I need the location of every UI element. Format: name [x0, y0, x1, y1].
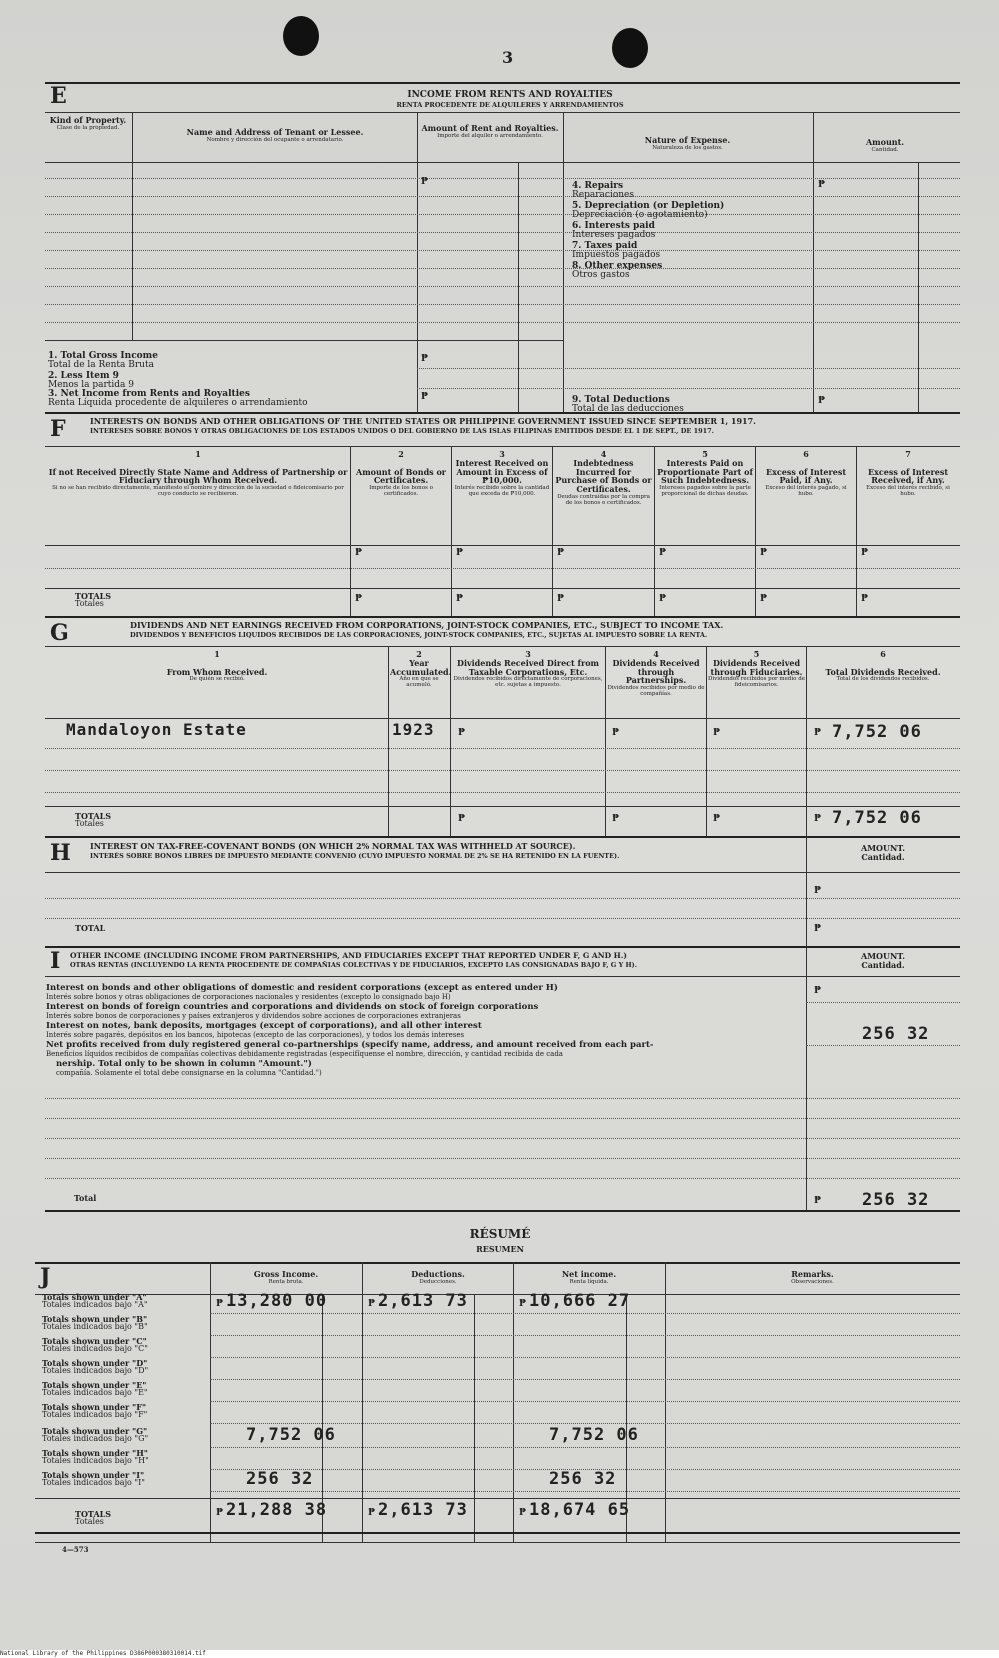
section-f-letter: F [50, 416, 66, 442]
i-line-notes-interest: Interest on notes, bank deposits, mortgages (except of corporations), and all other interest [46, 1021, 482, 1031]
f-col3-header: 3 Interest Received on Amount in Excess of ₱10,000. Interés recibido sobre la cantidad que exceda de ₱10,000. [454, 449, 550, 498]
i-line-domestic-interest: Interest on bonds and other obligations of domestic and resident corporations (except as entered under H) [46, 983, 558, 993]
f-col6-header: 6 Excess of Interest Paid, if Any. Exceso del interés pagado, si hubo. [765, 449, 847, 498]
g-row-year: 1923 [392, 720, 435, 739]
resume-row-label: Totals shown under "B" Totales indicados bajo "B" [42, 1314, 148, 1332]
form-code: 4—573 [62, 1545, 89, 1554]
g-col6-header: 6 Total Dividends Received. Total de los dividendos recibidos. [825, 649, 941, 683]
resume-row-label: Totals shown under "F" Totales indicados bajo "F" [42, 1402, 148, 1420]
resume-totals-label: TOTALS Totales [75, 1509, 112, 1527]
g-col1-header: 1 From Whom Received. De quién se recibió. [166, 649, 268, 683]
i-line-foreign-interest: Interest on bonds of foreign countries and corporations and dividends on stock of foreign corporations [46, 1002, 539, 1012]
h-amount-header: AMOUNT. Cantidad. [860, 843, 906, 862]
resume-title: RÉSUMÉ RESUMEN [469, 1227, 531, 1254]
resume-row-label: Totals shown under "E" Totales indicados bajo "E" [42, 1380, 148, 1398]
f-totals-label: TOTALS Totales [75, 591, 112, 609]
resume-row-net-value: 256 32 [549, 1469, 617, 1489]
page-number: 3 [502, 48, 514, 67]
expense-other: 8. Other expenses Otros gastos [572, 261, 663, 281]
col-expense-header: Nature of Expense. Naturaleza de los gastos. [644, 135, 731, 151]
g-col2-header: 2 Year Accumulated. Año en que se acumuló. [390, 649, 452, 689]
f-col7-header: 7 Excess of Interest Received, if Any. Exceso del interés recibido, si hubo. [866, 449, 950, 498]
e-line9-total-deductions: 9. Total Deductions Total de las deducciones [572, 395, 684, 415]
form-page: 3 E INCOME FROM RENTS AND ROYALTIES RENTA PROCEDENTE DE ALQUILERES Y ARRENDAMIENTOS Kind of Property. Clase de la propiedad. Name and Address of Tenant or Lessee. Nombre y dirección del ocupante o arrendatario. Amount of Rent and Royalties. Importe del alquiler o arrendamiento. Nature of Expense. Naturaleza de los gastos. Amount. Cantidad. ₱ ₱ 4. Repairs Reparaciones 5. Depreciation (or Depletion) Depreciación (o agotamiento) 6. Interests paid Intereses pagados 7. Taxes paid Impuestos pagados 8. Other expenses Otros gastos 1. Total Gross Income Total de la Renta Bruta 2. Less Item 9 Menos la partida 9 3. Net Income from Rents and Royalties Renta Líquida procedente de alquileres o arrendamiento ₱ ₱ 9. Total Deductions Total de las deducciones ₱ F INTERESTS ON BONDS AND OTHER OBLIGATIONS OF THE UNITED STATES OR PHILIPPINE GOVERNMENT ISSUED SINCE SEPTEMBER 1, 1917. INTERESES SOBRE BONOS Y OTRAS OBLIGACIONES DE LOS ESTADOS UNIDOS O DEL GOBIERNO DE LAS ISLAS FILIPINAS EMITIDOS DESDE EL 1 DE SEPT., DE 1917. 1 If not Received Directly State Name and Address of Partnership or Fiduciary through Whom Received. Si no se han recibido directamente, manifiesto el nombre y dirección de la sociedad o fideicomisario por cuyo conducto se recibieron. 2 Amount of Bonds or Certificates. Importe de los bonos o certificados. 3 Interest Received on Amount in Excess of ₱10,000. Interés recibido sobre la cantidad que exceda de ₱10,000. 4 Indebtedness Incurred for Purchase of Bonds or Certificates. Deudas contraídas por la compra de los bonos o certificados. 5 Interests Paid on Proportionate Part of Such Indebtedness. Intereses pagados sobre la parte proporcional de dichas deudas. 6 Excess of Interest Paid, if Any. Exceso del interés pagado, si hubo. 7 Excess of Interest Received, if Any. Exceso del interés recibido, si hubo. ₱ ₱ ₱ ₱ ₱ ₱ TOTALS Totales ₱ ₱ ₱ ₱ ₱ ₱ G DIVIDENDS AND NET EARNINGS RECEIVED FROM CORPORATIONS, JOINT-STOCK COMPANIES, ETC., SUBJECT TO INCOME TAX. DIVIDENDOS Y BENEFICIOS LIQUIDOS RECIBIDOS DE LAS CORPORACIONES, JOINT-STOCK COMPANIES, ETC., SUJETAS AL IMPUESTO SOBRE LA RENTA. 1 From Whom Received. De quién se recibió. 2 Year Accumulated. Año en que se acumuló. 3 Dividends Received Direct from Taxable Corporations, Etc. Dividendos recibidos directamente de corporaciones, etc. sujetas a impuesto. 4 Dividends Received through Partnerships. Dividendos recibidos por medio de compañías. 5 Dividends Received through Fiduciaries. Dividendos recibidos por medio de fideicomisarios. 6 Total Dividends Received. Total de los dividendos recibidos. Mandaloyon Estate 1923 ₱ ₱ ₱ ₱ 7,752 06 TOTALS Totales ₱ ₱ ₱ ₱ 7,752 06 H INTEREST ON TAX-FREE-COVENANT BONDS (ON WHICH 2% NORMAL TAX WAS WITHHELD AT SOURCE). INTERÉS SOBRE BONOS LIBRES DE IMPUESTO MEDIANTE CONVENIO (CUYO IMPUESTO NORMAL DE 2% SE HA RETENIDO EN LA FUENTE). AMOUNT. Cantidad. ₱ TOTAL ₱ I OTHER INCOME (INCLUDING INCOME FROM PARTNERSHIPS, AND FIDUCIARIES EXCEPT THAT REPORTED UNDER F, G AND H.) OTRAS RENTAS (INCLUYENDO LA RENTA PROCEDENTE DE COMPAÑIAS COLECTIVAS Y DE FIDUCIARIOS, EXCEPTO LAS CONSIGNADAS BAJO F, G Y H). AMOUNT. Cantidad. Interest on bonds and other obligations of domestic and resident corporations (except as entered under H) Interés sobre bonos y otras obligaciones de corporaciones nacionales y residentes (excepto lo consignado bajo H) Interest on bonds of foreign countries and corporations and dividends on stock of foreign corporations Interés sobre bonos de corporaciones y países extranjeros y dividendos sobre acciones de corporaciones extranjeras Interest on notes, bank deposits, mortgages (except of corporations), and all other interest Interés sobre pagarés, depósitos en los bancos, hipotecas (excepto de las corporaciones), y todos los demás intereses Net profits received from duly registered general co-partnerships (specify name, address, and amount received from each part- Beneficios líquidos recibidos de compañías colectivas debidamente registradas (especifíquense el nombre, dirección, y cantidad recibida de cada nership. Total only to be shown in column "Amount.") compañía. Solamente el total debe consignarse en la columna "Cantidad.") ₱ 256 32 Total ₱ 256 32 RÉSUMÉ RESUMEN J Gross Income. Renta bruta. Deductions. Deducciones. Net income. Renta líquida. Remarks. Observaciones. Totals shown under "A" Totales indicados bajo "A" ₱ 13,280 00 ₱ 2,613 73 ₱ 10,666 27 Totals shown under "B" Totales indicados bajo "B" Totals shown under "C" Totales indicados bajo "C" Totals shown under "D" Totales indicados bajo "D" Totals shown under "E" Totales indicados bajo "E" Totals shown under "F" Totales indicados bajo "F" Totals shown under "G" Totales indicados bajo "G" 7,752 06 7,752 06 Totals shown under "H" Totales indicados bajo "H" Totals shown under "I" Totales indicados bajo "I" 256 32 256 32 TOTALS Totales ₱ 21,288 38 ₱ 2,613 73 ₱ 18,674 65 4—573 National Library of the Philippines D386P000380310014.tif [0, 0, 999, 1658]
col-rent-header: Amount of Rent and Royalties. Importe del alquiler o arrendamiento. [421, 123, 559, 139]
i-line-partnerships: Net profits received from duly registered general co-partnerships (specify name, address, and amount received from each part- [46, 1040, 654, 1050]
punch-hole-right [612, 28, 648, 68]
g-col5-header: 5 Dividends Received through Fiduciaries. Dividendos recibidos por medio de fideicomisarios. [708, 649, 805, 689]
resume-row-ded-value: 2,613 73 [378, 1291, 468, 1311]
resume-total-net: 18,674 65 [529, 1500, 631, 1520]
expense-depreciation: 5. Depreciation (or Depletion) Depreciación (o agotamiento) [572, 201, 725, 221]
expense-taxes: 7. Taxes paid Impuestos pagados [572, 241, 661, 261]
resume-total-deductions: 2,613 73 [378, 1500, 468, 1520]
col-tenant-header: Name and Address of Tenant or Lessee. Nombre y dirección del ocupante o arrendatario. [186, 127, 364, 143]
e-line3-net-income: 3. Net Income from Rents and Royalties Renta Líquida procedente de alquileres o arrendamiento [48, 389, 308, 409]
i-line-foreign-interest-es: Interés sobre bonos de corporaciones y países extranjeros y dividendos sobre acciones de corporaciones extranjeras [46, 1012, 461, 1020]
i-line-partnerships-2-es: compañía. Solamente el total debe consignarse en la columna "Cantidad.") [56, 1069, 322, 1077]
section-e-title: INCOME FROM RENTS AND ROYALTIES RENTA PROCEDENTE DE ALQUILERES Y ARRENDAMIENTOS [396, 90, 624, 110]
col-kind-header: Kind of Property. Clase de la propiedad. [49, 115, 127, 131]
e-line2-less-item9: 2. Less Item 9 Menos la partida 9 [48, 371, 134, 391]
resume-net-header: Net income. Renta líquida. [561, 1269, 617, 1285]
resume-row-net-value: 7,752 06 [549, 1425, 639, 1445]
section-e-letter: E [50, 83, 67, 109]
col-amount-header: Amount. Cantidad. [865, 137, 905, 153]
i-total-label: Total [74, 1193, 97, 1203]
g-row-total: 7,752 06 [832, 722, 922, 742]
f-col1-header: 1 If not Received Directly State Name and Address of Partnership or Fiduciary through Whom Received. Si no se han recibido directamente, manifiesto el nombre y dirección de la sociedad o fideicomisario por cuyo conducto se recibieron. [48, 449, 348, 498]
h-total-label: TOTAL [75, 923, 106, 933]
i-line-domestic-interest-es: Interés sobre bonos y otras obligaciones de corporaciones nacionales y residentes (excepto lo consignado bajo H) [46, 993, 451, 1001]
section-f-title: INTERESTS ON BONDS AND OTHER OBLIGATIONS OF THE UNITED STATES OR PHILIPPINE GOVERNMENT ISSUED SINCE SEPTEMBER 1, 1917. INTERESES SOBRE BONOS Y OTRAS OBLIGACIONES DE LOS ESTADOS UNIDOS O DEL GOBIERNO DE LAS ISLAS FILIPINAS EMITIDOS DESDE EL 1 DE SEPT., DE 1917. [90, 416, 756, 436]
i-line-partnerships-es: Beneficios líquidos recibidos de compañías colectivas debidamente registradas (especifíquense el nombre, dirección, y cantidad recibida de cada [46, 1050, 563, 1058]
f-col5-header: 5 Interests Paid on Proportionate Part of Such Indebtedness. Intereses pagados sobre la parte proporcional de dichas deudas. [657, 449, 753, 498]
g-col4-header: 4 Dividends Received through Partnerships. Dividendos recibidos por medio de compañías. [607, 649, 705, 698]
resume-row-label: Totals shown under "I" Totales indicados bajo "I" [42, 1470, 145, 1488]
expense-interests: 6. Interests paid Intereses pagados [572, 221, 656, 241]
i-interest-value: 256 32 [862, 1024, 930, 1044]
resume-row-gross-value: 13,280 00 [226, 1291, 328, 1311]
resume-row-gross-value: 256 32 [246, 1469, 314, 1489]
i-total-value: 256 32 [862, 1190, 930, 1210]
resume-row-label: Totals shown under "A" Totales indicados bajo "A" [42, 1292, 148, 1310]
section-i-letter: I [50, 948, 61, 974]
section-i-title: OTHER INCOME (INCLUDING INCOME FROM PARTNERSHIPS, AND FIDUCIARIES EXCEPT THAT REPORTED UNDER F, G AND H.) OTRAS RENTAS (INCLUYENDO LA RENTA PROCEDENTE DE COMPAÑIAS COLECTIVAS Y DE FIDUCIARIOS, EXCEPTO LAS CONSIGNADAS BAJO F, G Y H). [70, 951, 637, 969]
resume-row-label: Totals shown under "H" Totales indicados bajo "H" [42, 1448, 149, 1466]
resume-gross-header: Gross Income. Renta bruta. [253, 1269, 319, 1285]
section-h-letter: H [50, 840, 71, 866]
resume-row-net-value: 10,666 27 [529, 1291, 631, 1311]
g-totals-label: TOTALS Totales [75, 811, 112, 829]
section-h-title: INTEREST ON TAX-FREE-COVENANT BONDS (ON WHICH 2% NORMAL TAX WAS WITHHELD AT SOURCE). INTERÉS SOBRE BONOS LIBRES DE IMPUESTO MEDIANTE CONVENIO (CUYO IMPUESTO NORMAL DE 2% SE HA RETENIDO EN LA FUENTE). [90, 841, 620, 861]
section-g-letter: G [50, 620, 69, 646]
section-g-title: DIVIDENDS AND NET EARNINGS RECEIVED FROM CORPORATIONS, JOINT-STOCK COMPANIES, ETC., SUBJECT TO INCOME TAX. DIVIDENDOS Y BENEFICIOS LIQUIDOS RECIBIDOS DE LAS CORPORACIONES, JOINT-STOCK COMPANIES, ETC., SUJETAS AL IMPUESTO SOBRE LA RENTA. [130, 620, 724, 640]
resume-total-gross: 21,288 38 [226, 1500, 328, 1520]
archive-footer: National Library of the Philippines D386P000380310014.tif [0, 1650, 999, 1658]
resume-row-label: Totals shown under "D" Totales indicados bajo "D" [42, 1358, 149, 1376]
resume-remarks-header: Remarks. Observaciones. [791, 1269, 834, 1285]
f-col4-header: 4 Indebtedness Incurred for Purchase of Bonds or Certificates. Deudas contraídas por la compra de los bonos o certificados. [555, 449, 652, 507]
i-line-notes-interest-es: Interés sobre pagarés, depósitos en los bancos, hipotecas (excepto de las corporaciones), y todos los demás intereses [46, 1031, 465, 1039]
expense-repairs: 4. Repairs Reparaciones [572, 181, 634, 201]
g-row-name: Mandaloyon Estate [66, 720, 247, 739]
resume-row-label: Totals shown under "G" Totales indicados bajo "G" [42, 1426, 149, 1444]
section-j-letter: J [40, 1264, 51, 1290]
g-col3-header: 3 Dividends Received Direct from Taxable Corporations, Etc. Dividendos recibidos directamente de corporaciones, etc. sujetas a impuesto. [453, 649, 603, 689]
punch-hole-left [283, 16, 319, 56]
i-amount-header: AMOUNT. Cantidad. [860, 951, 906, 970]
resume-row-label: Totals shown under "C" Totales indicados bajo "C" [42, 1336, 148, 1354]
resume-deductions-header: Deductions. Deducciones. [411, 1269, 465, 1285]
e-line1-total-gross: 1. Total Gross Income Total de la Renta Bruta [48, 351, 158, 371]
i-line-partnerships-2: nership. Total only to be shown in column "Amount.") [56, 1059, 312, 1069]
g-totals-value: 7,752 06 [832, 808, 922, 828]
f-col2-header: 2 Amount of Bonds or Certificates. Importe de los bonos o certificados. [355, 449, 447, 498]
resume-row-gross-value: 7,752 06 [246, 1425, 336, 1445]
